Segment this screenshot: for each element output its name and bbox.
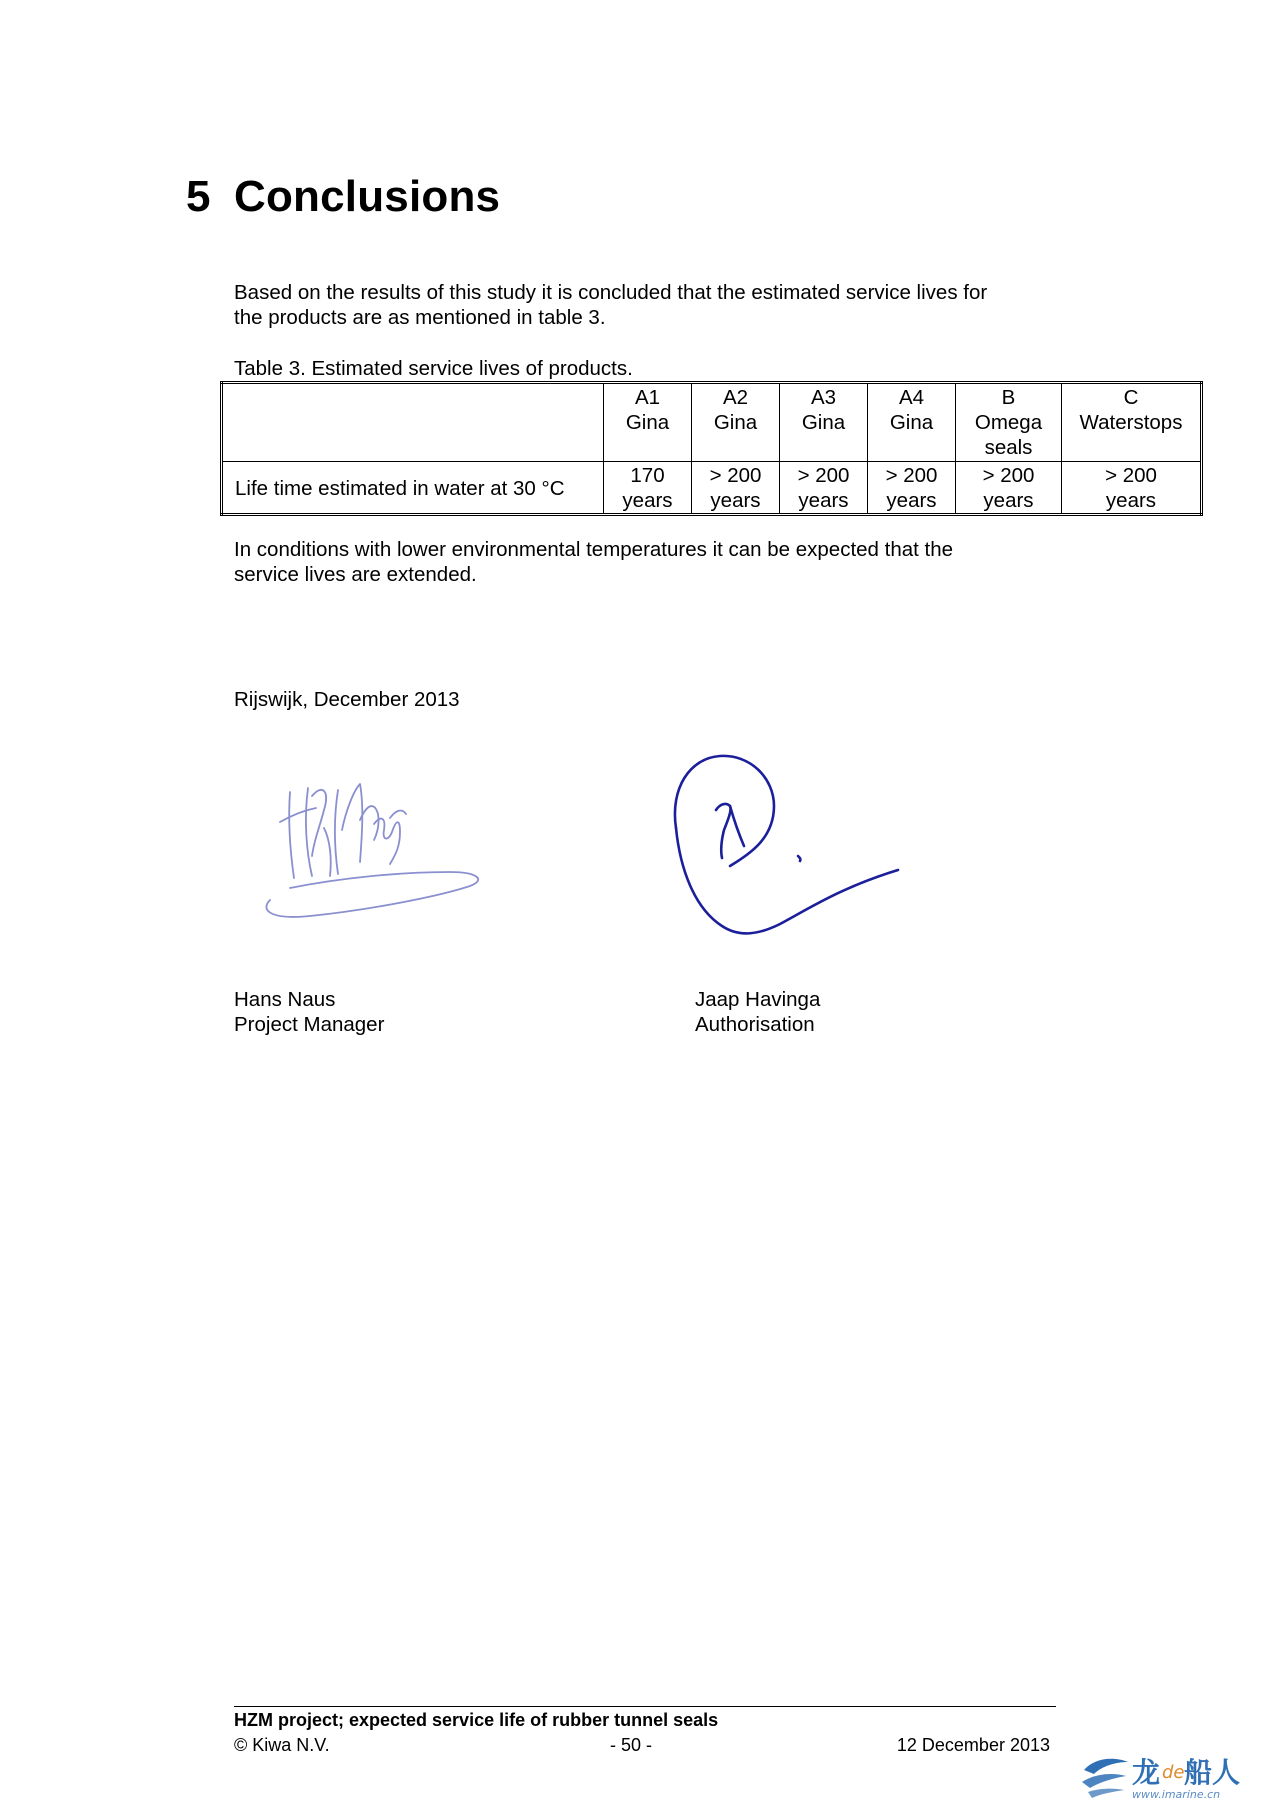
header-cell-a2 [692,383,780,462]
header-cell-a1 [604,383,692,462]
signature-hans-naus [250,770,510,930]
signer-name: Hans Naus [234,988,336,1011]
footer-date: 12 December 2013 [896,1735,1050,1755]
value-cell-b [956,462,1062,515]
value-cell-a4 [868,462,956,515]
header-type: Gina [801,411,846,434]
header-code: A3 [810,386,837,409]
signer-role: Project Manager [234,1013,385,1036]
signer-block-1 [234,987,384,1037]
svg-text:船人: 船人 [1184,1756,1241,1789]
header-type: Gina [713,411,758,434]
header-type-2: seals [984,436,1033,459]
footer-row [234,1733,1056,1757]
value-amount: > 200 [1105,464,1157,487]
header-cell-b [956,383,1062,462]
svg-text:龙: 龙 [1132,1756,1161,1789]
svg-text:de: de [1162,1762,1185,1783]
place-date: Rijswijk, December 2013 [234,688,460,711]
value-unit: years [983,489,1034,512]
value-cell-a1 [604,462,692,515]
value-amount: 170 [630,464,665,487]
header-code: A4 [898,386,925,409]
value-cell-a3 [780,462,868,515]
header-code: C [1123,386,1139,409]
value-unit: years [1105,489,1157,512]
header-type: Waterstops [1079,411,1183,434]
section-title: Conclusions [234,172,501,221]
table-header-row [222,383,1202,462]
value-amount: > 200 [709,464,762,487]
closing-line-1: In conditions with lower environmental temperatures it can be expected that the [234,538,954,561]
intro-line-1: Based on the results of this study it is concluded that the estimated service lives for [234,281,988,304]
footer-copyright: © Kiwa N.V. [234,1735,330,1755]
section-number: 5 [186,172,211,221]
closing-paragraph [234,537,953,587]
header-type: Gina [889,411,934,434]
signer-block-2 [695,987,820,1037]
value-cell-c [1062,462,1202,515]
watermark-logo [1080,1748,1266,1802]
footer-title: HZM project; expected service life of rubber tunnel seals [234,1710,719,1730]
svg-text:www.imarine.cn: www.imarine.cn [1132,1788,1221,1801]
service-life-table [220,381,1203,516]
header-code: B [1001,386,1016,409]
intro-paragraph [234,280,987,330]
value-unit: years [886,489,937,512]
header-type: Gina [625,411,670,434]
signer-name: Jaap Havinga [695,988,821,1011]
footer-page-number: - 50 - [610,1735,653,1755]
value-amount: > 200 [982,464,1035,487]
signer-role: Authorisation [695,1013,815,1036]
value-unit: years [710,489,761,512]
header-type: Omega [974,411,1043,434]
row-label: Life time estimated in water at 30 °C [222,462,604,515]
intro-line-2: the products are as mentioned in table 3. [234,306,606,329]
value-cell-a2 [692,462,780,515]
value-unit: years [622,489,673,512]
header-code: A1 [634,386,661,409]
value-amount: > 200 [885,464,938,487]
value-unit: years [798,489,849,512]
footer-divider [234,1706,1056,1707]
header-empty-cell [222,383,604,462]
table-caption: Table 3. Estimated service lives of products. [234,357,633,380]
header-code: A2 [722,386,749,409]
header-cell-a4 [868,383,956,462]
section-heading [186,172,500,222]
closing-line-2: service lives are extended. [234,563,477,586]
header-cell-c [1062,383,1202,462]
table-row [222,462,1202,515]
value-amount: > 200 [797,464,850,487]
header-cell-a3 [780,383,868,462]
signature-jaap-havinga [670,748,910,948]
